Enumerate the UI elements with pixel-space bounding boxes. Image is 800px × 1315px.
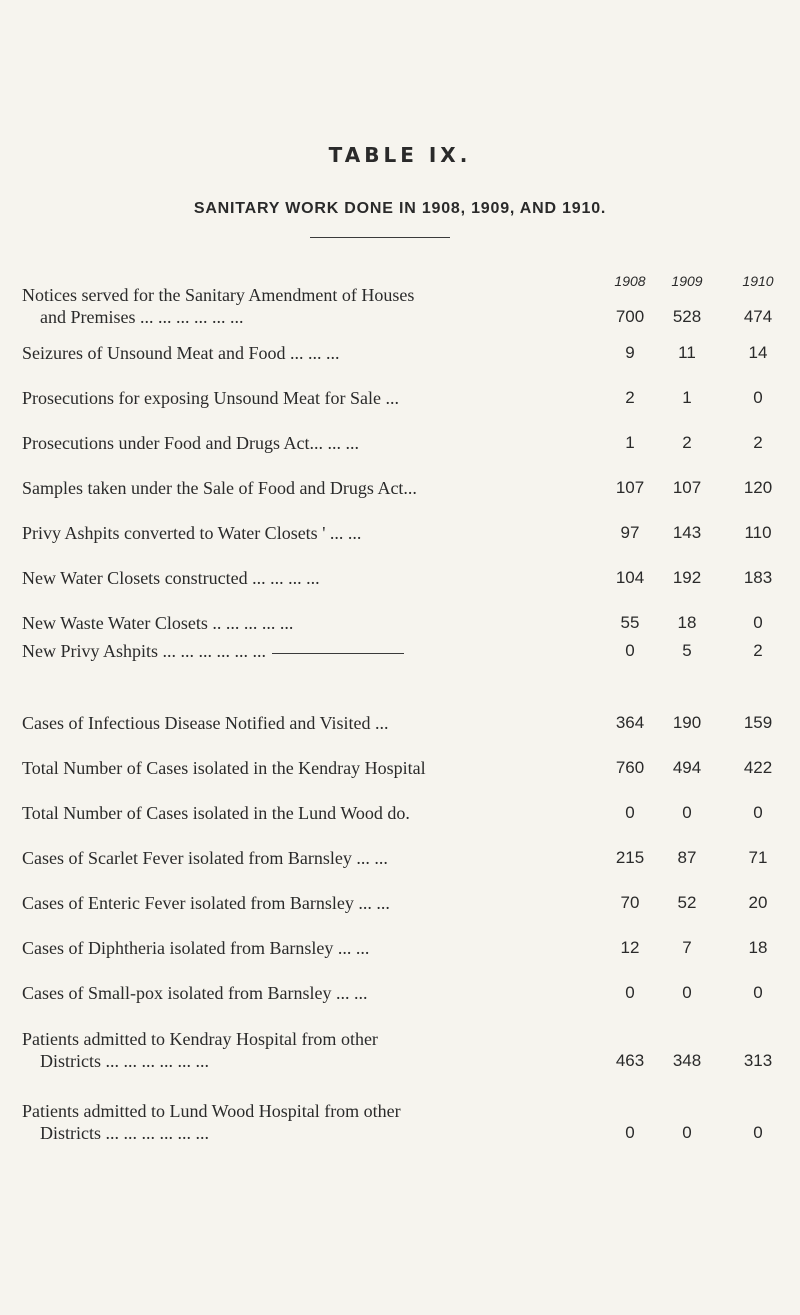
row-label (22, 567, 582, 589)
row-label-line: New Waste Water Closets .. ... ... ... ... (22, 613, 294, 633)
row-label (22, 982, 582, 1004)
value-1909: 192 (672, 568, 702, 587)
row-label (22, 847, 582, 869)
value-1908: 215 (615, 848, 645, 867)
row-label-line: Privy Ashpits converted to Water Closets ' ... ... (22, 523, 362, 543)
value-1910: 183 (743, 568, 773, 587)
value-1908: 760 (615, 758, 645, 777)
row-label (22, 284, 582, 328)
row-label-continuation: Districts ... ... ... ... ... ... (40, 1123, 209, 1143)
row-label (22, 757, 582, 779)
row-label-line: Cases of Scarlet Fever isolated from Barnsley ... ... (22, 848, 388, 868)
row-label-line: Prosecutions under Food and Drugs Act... ... ... (22, 433, 359, 453)
value-1909: 528 (672, 307, 702, 326)
row-label (22, 432, 582, 454)
row-label-line: Patients admitted to Kendray Hospital from other (22, 1029, 378, 1049)
value-1909: 52 (677, 893, 697, 912)
value-1910: 2 (753, 433, 763, 452)
value-1909: 18 (677, 613, 697, 632)
value-1910: 422 (743, 758, 773, 777)
value-1910: 20 (748, 893, 768, 912)
value-1910: 14 (748, 343, 768, 362)
value-1909: 0 (682, 803, 692, 822)
value-1908: 0 (625, 803, 635, 822)
row-label-line: Notices served for the Sanitary Amendment of Houses (22, 285, 415, 305)
row-label-continuation: Districts ... ... ... ... ... ... (40, 1051, 209, 1071)
row-label (22, 802, 582, 824)
value-1910: 2 (753, 641, 763, 660)
value-1910: 159 (743, 713, 773, 732)
year-header-1908: 1908 (614, 273, 646, 289)
row-label-line: Seizures of Unsound Meat and Food ... ... ... (22, 343, 340, 363)
row-label-line: New Water Closets constructed ... ... ... ... (22, 568, 320, 588)
value-1908: 364 (615, 713, 645, 732)
value-1909: 2 (682, 433, 692, 452)
value-1910: 313 (743, 1051, 773, 1070)
row-label-line: Patients admitted to Lund Wood Hospital from other (22, 1101, 401, 1121)
value-1908: 70 (620, 893, 640, 912)
value-1909: 5 (682, 641, 692, 660)
row-label (22, 640, 582, 662)
row-label (22, 342, 582, 364)
row-label (22, 477, 582, 499)
row-label-line: Prosecutions for exposing Unsound Meat for Sale ... (22, 388, 399, 408)
row-label-continuation: and Premises ... ... ... ... ... ... (40, 307, 244, 327)
value-1910: 0 (753, 983, 763, 1002)
value-1909: 494 (672, 758, 702, 777)
value-1909: 11 (678, 343, 696, 362)
value-1908: 2 (625, 388, 635, 407)
row-label-line: Cases of Enteric Fever isolated from Barnsley ... ... (22, 893, 390, 913)
value-1909: 348 (672, 1051, 702, 1070)
value-1908: 12 (620, 938, 640, 957)
divider-middle (272, 653, 404, 654)
table-title: TABLE IX. (328, 143, 472, 167)
table-subtitle: SANITARY WORK DONE IN 1908, 1909, AND 1910. (193, 200, 607, 217)
value-1910: 474 (743, 307, 773, 326)
value-1909: 107 (672, 478, 702, 497)
value-1908: 107 (615, 478, 645, 497)
value-1909: 1 (682, 388, 692, 407)
value-1910: 71 (748, 848, 768, 867)
value-1908: 1 (625, 433, 635, 452)
row-label (22, 937, 582, 959)
row-label-line: Cases of Infectious Disease Notified and Visited ... (22, 713, 389, 733)
value-1909: 87 (677, 848, 697, 867)
row-label (22, 387, 582, 409)
row-label-line: Total Number of Cases isolated in the Lund Wood do. (22, 803, 410, 823)
row-label-line: New Privy Ashpits ... ... ... ... ... ... (22, 641, 267, 661)
row-label-line: Total Number of Cases isolated in the Kendray Hospital (22, 758, 426, 778)
row-label-line: Samples taken under the Sale of Food and Drugs Act... (22, 478, 417, 498)
value-1908: 0 (625, 1123, 635, 1142)
value-1910: 120 (743, 478, 773, 497)
value-1908: 9 (625, 343, 635, 362)
value-1908: 463 (615, 1051, 645, 1070)
row-label (22, 1100, 582, 1144)
value-1908: 97 (620, 523, 640, 542)
row-label (22, 612, 582, 634)
value-1909: 0 (682, 983, 692, 1002)
row-label (22, 712, 582, 734)
value-1910: 0 (753, 388, 763, 407)
year-header-1909: 1909 (671, 273, 703, 289)
value-1908: 104 (615, 568, 645, 587)
row-label-line: Cases of Diphtheria isolated from Barnsley ... ... (22, 938, 370, 958)
value-1910: 0 (753, 613, 763, 632)
row-label (22, 1028, 582, 1072)
value-1909: 143 (672, 523, 702, 542)
row-label-line: Cases of Small-pox isolated from Barnsley ... ... (22, 983, 368, 1003)
value-1910: 0 (753, 803, 763, 822)
value-1909: 0 (682, 1123, 692, 1142)
value-1910: 110 (744, 523, 772, 542)
value-1908: 0 (625, 983, 635, 1002)
value-1908: 700 (615, 307, 645, 326)
divider-top (310, 237, 450, 238)
value-1908: 0 (625, 641, 635, 660)
row-label (22, 892, 582, 914)
row-label (22, 522, 582, 544)
value-1910: 0 (753, 1123, 763, 1142)
value-1909: 190 (672, 713, 702, 732)
value-1910: 18 (748, 938, 768, 957)
value-1909: 7 (682, 938, 692, 957)
value-1908: 55 (620, 613, 640, 632)
year-header-1910: 1910 (742, 273, 774, 289)
